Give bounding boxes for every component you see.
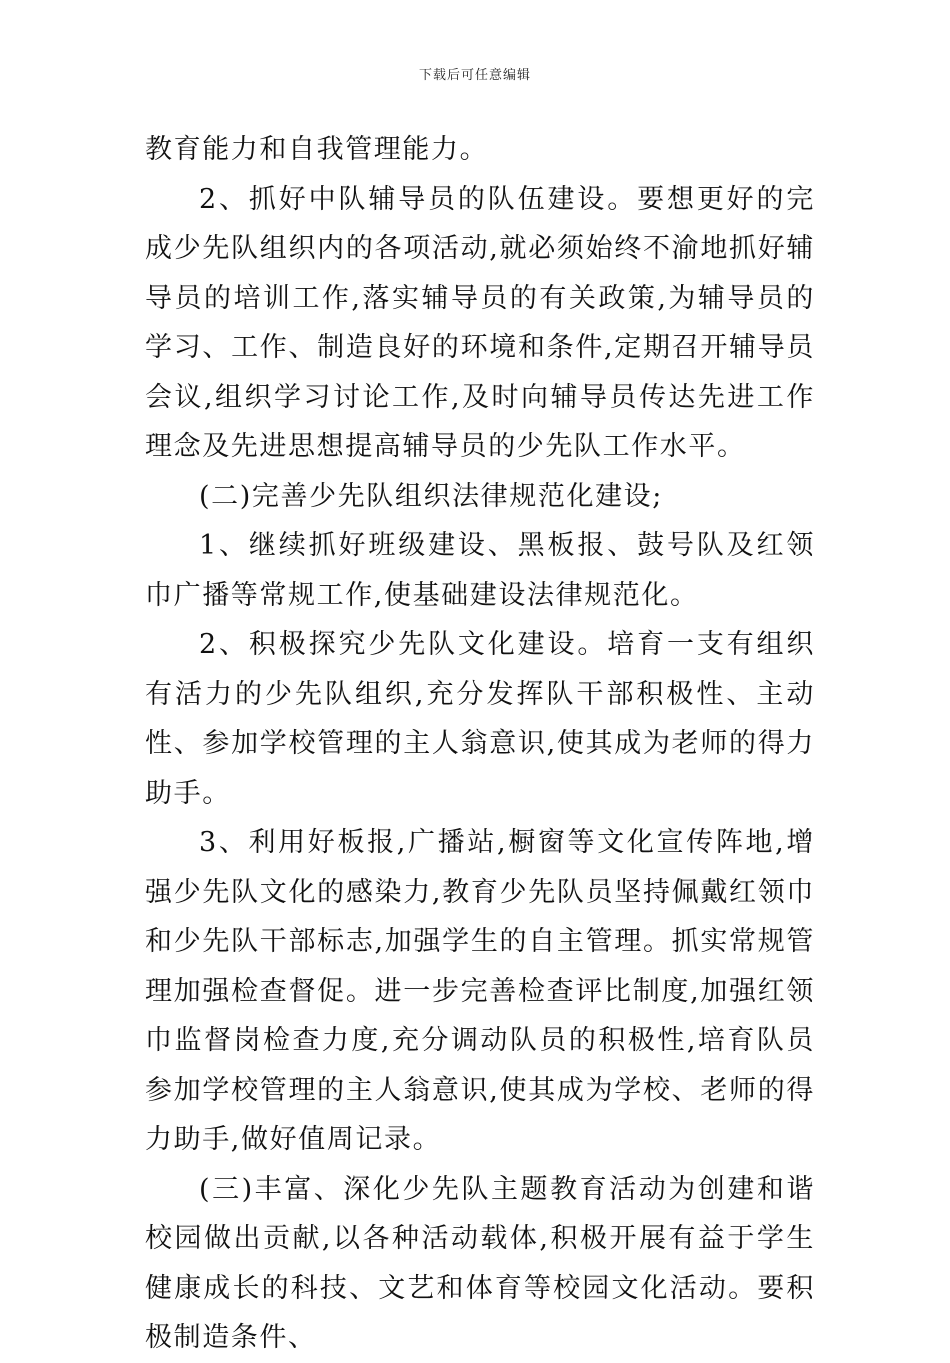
paragraph-continuation: 教育能力和自我管理能力。 (145, 134, 489, 165)
paragraph-routine-work: 1、继续抓好班级建设、黑板报、鼓号队及红领巾广播等常规工作,使基础建设法律规范化。 (145, 530, 815, 611)
document-body (145, 125, 815, 1363)
paragraph-counselor-team: 2、抓好中队辅导员的队伍建设。要想更好的完成少先队组织内的各项活动,就必须始终不渝地抓好辅导员的培训工作,落实辅导员的有关政策,为辅导员的学习、工作、制造良好的环境和条件,定期召开辅导员会议,组织学习讨论工作,及时向辅导员传达先进工作理念及先进思想提高辅导员的少先队工作水平。 (145, 183, 815, 462)
page-header: 下载后可任意编辑 (418, 68, 531, 83)
section-heading-theme-education: (三)丰富、深化少先队主题教育活动为创建和谐校园做出贡献,以各种活动载体,积极开展有益于学生健康成长的科技、文艺和体育等校园文化活动。要积极制造条件、 (145, 1173, 815, 1353)
section-heading-standardization: (二)完善少先队组织法律规范化建设; (199, 480, 663, 512)
paragraph-publicity: 3、利用好板报,广播站,橱窗等文化宣传阵地,增强少先队文化的感染力,教育少先队员坚持佩戴红领巾和少先队干部标志,加强学生的自主管理。抓实常规管理加强检查督促。进一步完善检查评比制度,加强红领巾监督岗检查力度,充分调动队员的积极性,培育队员参加学校管理的主人翁意识,使其成为学校、老师的得力助手,做好值周记录。 (145, 827, 815, 1155)
paragraph-culture-building: 2、积极探究少先队文化建设。培育一支有组织有活力的少先队组织,充分发挥队干部积极性、主动性、参加学校管理的主人翁意识,使其成为老师的得力助手。 (145, 629, 815, 809)
